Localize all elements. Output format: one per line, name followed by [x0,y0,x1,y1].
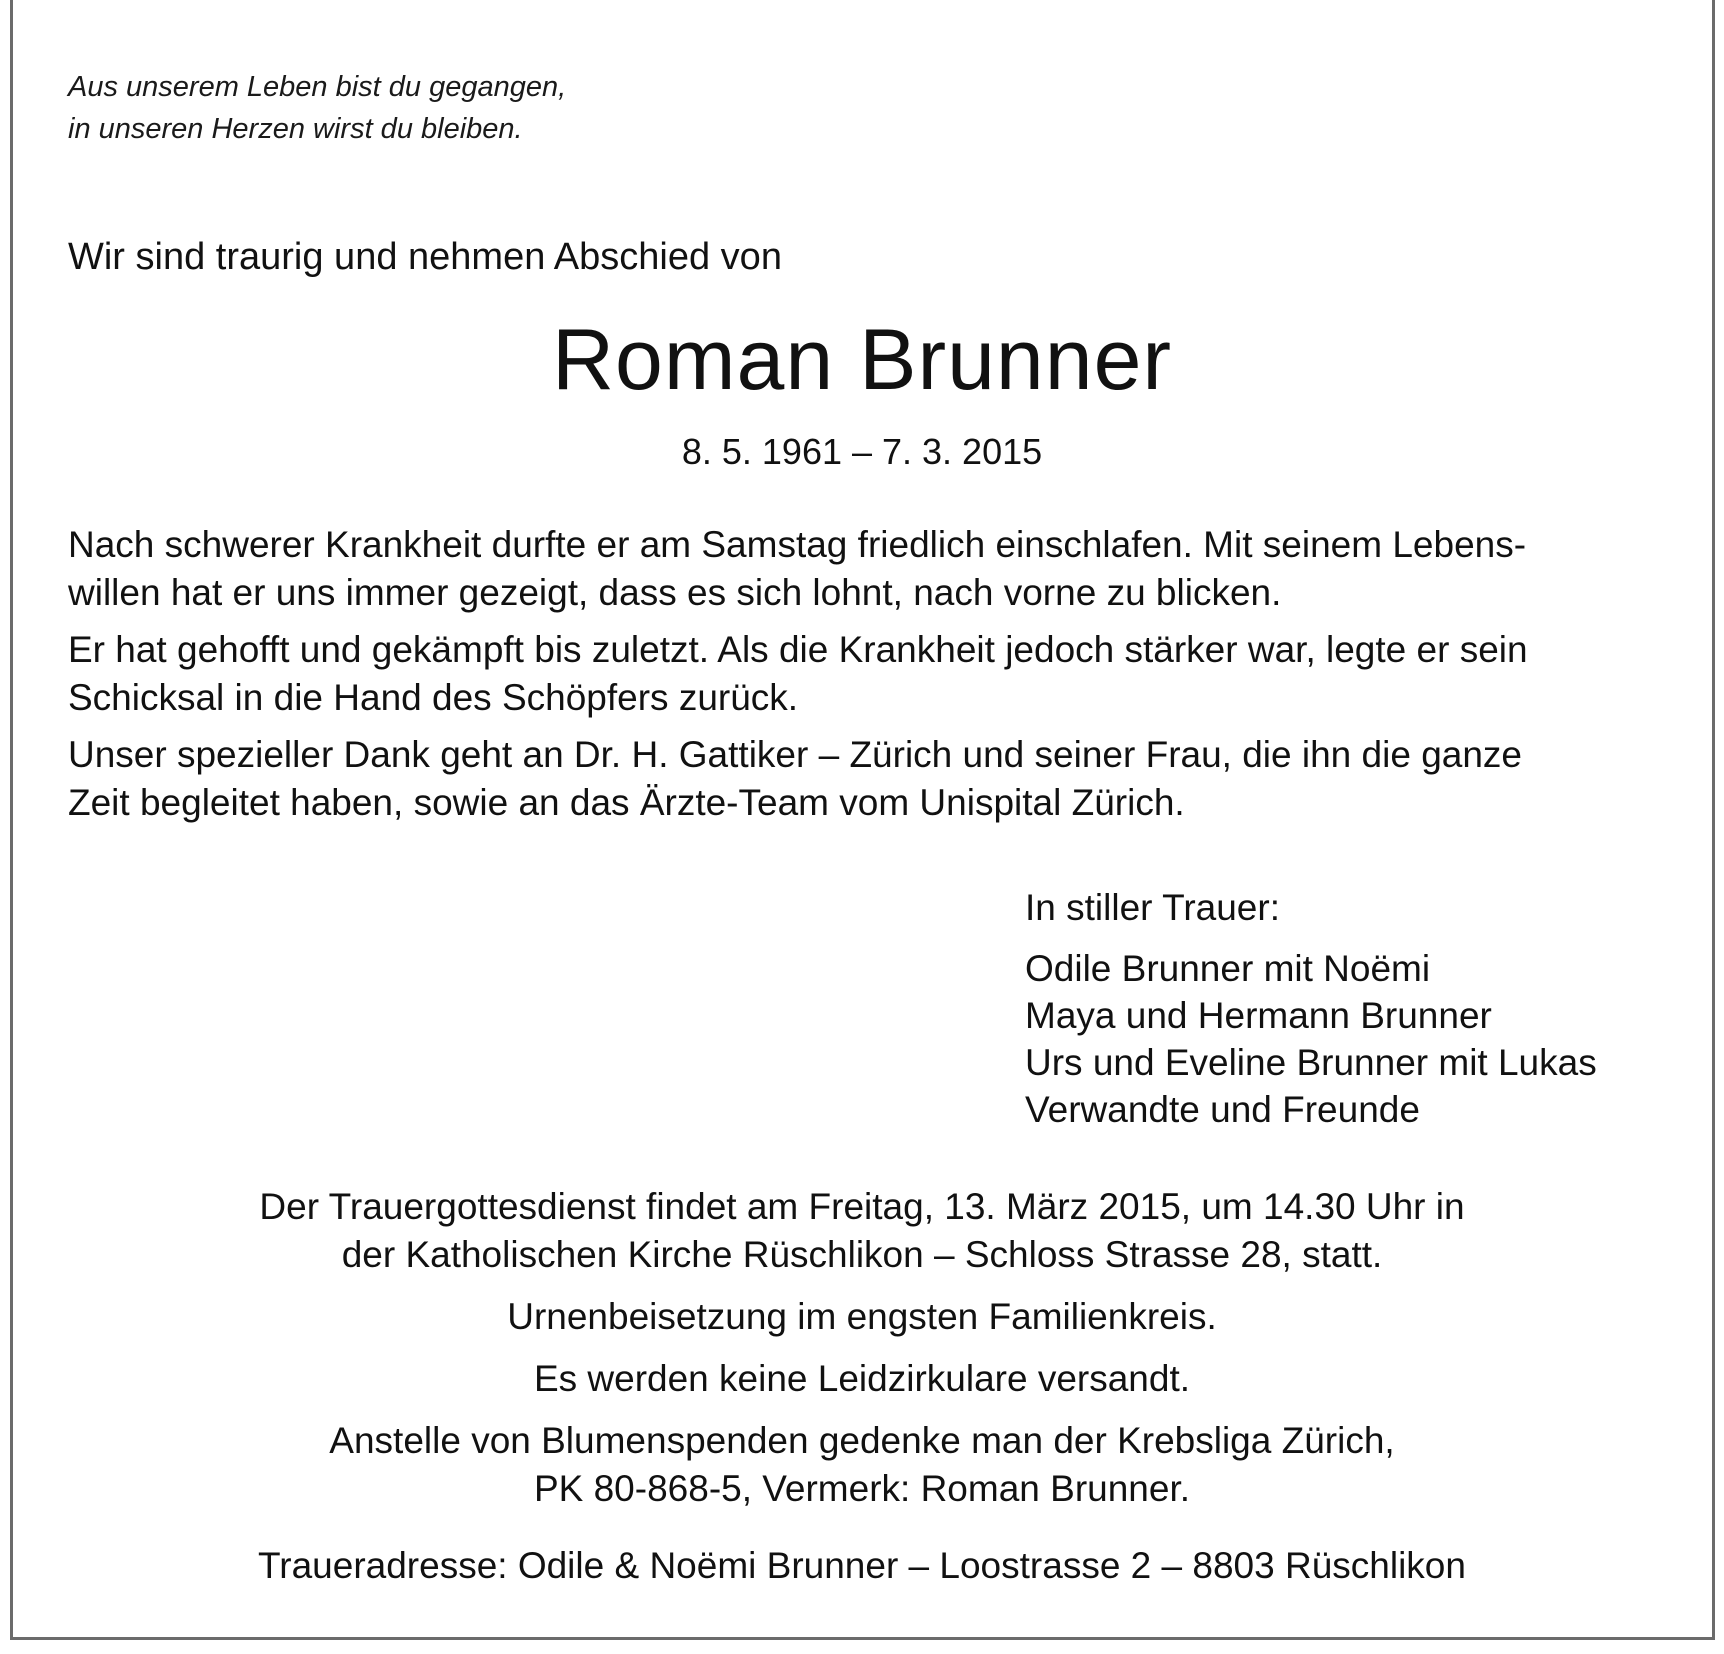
service-line: Es werden keine Leidzirkulare versandt. [533,1358,1191,1399]
body-line: Unser spezieller Dank geht an Dr. H. Gattiker – Zürich und seiner Frau, die ihn die ganze [68,734,1523,775]
service-line: Urnenbeisetzung im engsten Familienkreis. [507,1296,1217,1337]
service-line: PK 80-868-5, Vermerk: Roman Brunner. [533,1468,1191,1509]
service-paragraph [0,1417,1724,1513]
motto-line: in unseren Herzen wirst du bleiben. [68,113,523,145]
mourner-name: Maya und Hermann Brunner [1025,995,1492,1036]
mourner-name: Odile Brunner mit Noëmi [1025,948,1431,989]
body-line: Nach schwerer Krankheit durfte er am Samstag friedlich einschlafen. Mit seinem Lebens- [68,524,1527,565]
service-line: Der Trauergottesdienst findet am Freitag, 13. März 2015, um 14.30 Uhr in [259,1186,1465,1227]
mourners-heading: In stiller Trauer: [1025,887,1280,928]
motto-verse [68,66,566,150]
body-line: Schicksal in die Hand des Schöpfers zurück. [68,677,799,718]
body-paragraph [68,731,1668,827]
mourners-list [1025,884,1597,1133]
body-line: Er hat gehofft und gekämpft bis zuletzt. Als die Krankheit jedoch stärker war, legte er sein [68,629,1528,670]
body-line: willen hat er uns immer gezeigt, dass es sich lohnt, nach vorne zu blicken. [68,572,1282,613]
deceased-name: Roman Brunner [551,312,1173,408]
service-line: Anstelle von Blumenspenden gedenke man der Krebsliga Zürich, [329,1420,1395,1461]
body-paragraph [68,626,1668,722]
service-paragraph [0,1183,1724,1279]
service-info [0,1183,1724,1527]
life-dates: 8. 5. 1961 – 7. 3. 2015 [681,431,1043,472]
service-paragraph [0,1355,1724,1403]
body-line: Zeit begleitet haben, sowie an das Ärzte-Team vom Unispital Zürich. [68,782,1185,823]
mourner-name: Verwandte und Freunde [1025,1089,1420,1130]
motto-line: Aus unserem Leben bist du gegangen, [68,71,567,103]
mourner-name: Urs und Eveline Brunner mit Lukas [1025,1042,1597,1083]
body-paragraph [68,521,1668,617]
service-paragraph [0,1293,1724,1341]
obituary-body [68,521,1668,836]
service-line: der Katholischen Kirche Rüschlikon – Schloss Strasse 28, statt. [341,1234,1383,1275]
intro-text: Wir sind traurig und nehmen Abschied von [68,236,782,278]
mourning-address: Traueradresse: Odile & Noëmi Brunner – Loostrasse 2 – 8803 Rüschlikon [258,1545,1466,1586]
